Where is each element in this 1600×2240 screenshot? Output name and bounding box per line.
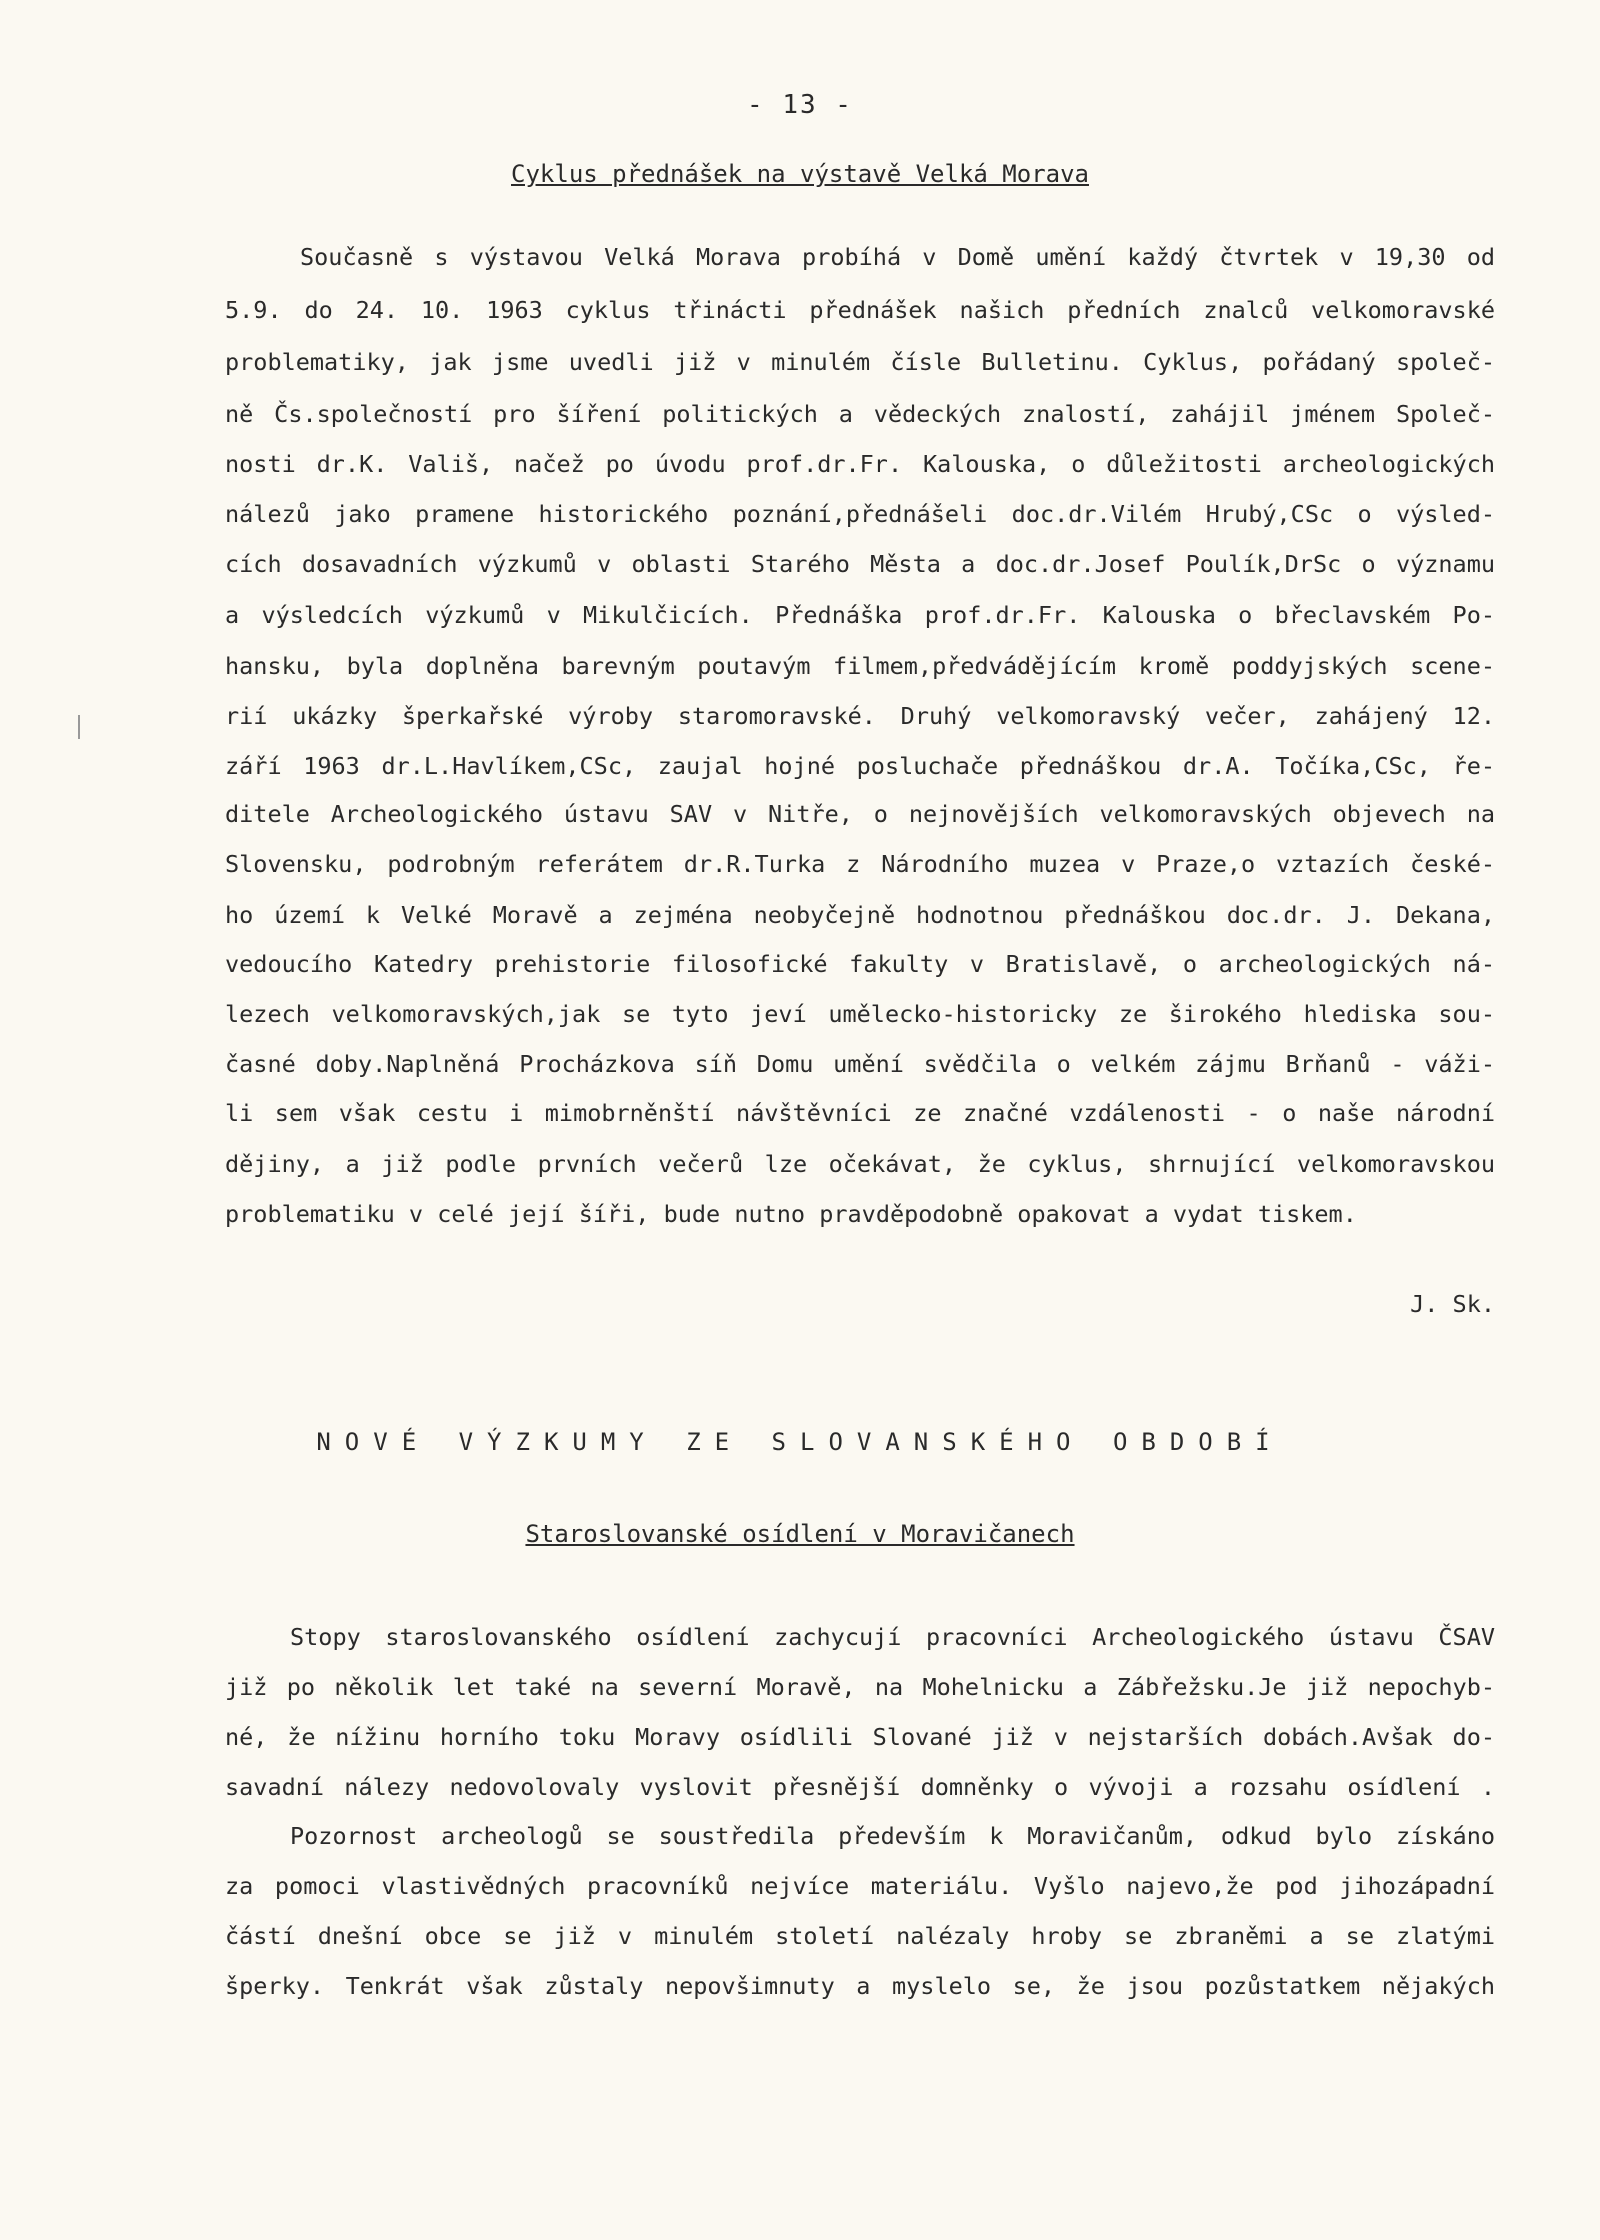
- paragraph-line: problematiku v celé její šíři, bude nutno pravděpodobně opakovat a vydat tiskem.: [225, 1200, 1357, 1228]
- paragraph-line: rií ukázky šperkařské výroby staromoravské. Druhý velkomoravský večer, zahájený 12.: [225, 702, 1495, 730]
- paragraph-line: li sem však cestu i mimobrněnští návštěvníci ze značné vzdálenosti - o naše národní: [225, 1099, 1495, 1127]
- paragraph-line: cích dosavadních výzkumů v oblasti Starého Města a doc.dr.Josef Poulík,DrSc o významu: [225, 550, 1495, 578]
- paragraph-line: nosti dr.K. Vališ, načež po úvodu prof.dr.Fr. Kalouska, o důležitosti archeologických: [225, 450, 1495, 478]
- author-signature: J. Sk.: [1410, 1290, 1495, 1318]
- paragraph-line: šperky. Tenkrát však zůstaly nepovšimnuty a myslelo se, že jsou pozůstatkem nějakých: [225, 1972, 1495, 2000]
- paragraph-line: a výsledcích výzkumů v Mikulčicích. Přednáška prof.dr.Fr. Kalouska o břeclavském Po-: [225, 601, 1495, 629]
- paragraph-line: savadní nálezy nedovolovaly vyslovit přesnější domněnky o vývoji a rozsahu osídlení .: [225, 1773, 1495, 1801]
- paragraph-line: ho území k Velké Moravě a zejména neobyčejně hodnotnou přednáškou doc.dr. J. Dekana,: [225, 901, 1495, 929]
- paragraph-line: září 1963 dr.L.Havlíkem,CSc, zaujal hojné posluchače přednáškou dr.A. Točíka,CSc, ře-: [225, 752, 1495, 780]
- page-number: - 13 -: [747, 90, 853, 120]
- paragraph-line: problematiky, jak jsme uvedli již v minulém čísle Bulletinu. Cyklus, pořádaný společ-: [225, 348, 1495, 376]
- paragraph-line: nálezů jako pramene historického poznání,přednášeli doc.dr.Vilém Hrubý,CSc o výsled-: [225, 500, 1495, 528]
- paragraph-line: již po několik let také na severní Moravě, na Mohelnicku a Zábřežsku.Je již nepochyb-: [225, 1673, 1495, 1701]
- paragraph-line: lezech velkomoravských,jak se tyto jeví umělecko-historicky ze širokého hlediska sou-: [225, 1000, 1495, 1028]
- paragraph-line: Pozornost archeologů se soustředila především k Moravičanům, odkud bylo získáno: [290, 1822, 1495, 1850]
- paragraph-line: 5.9. do 24. 10. 1963 cyklus třinácti přednášek našich předních znalců velkomoravské: [225, 296, 1495, 324]
- paragraph-line: vedoucího Katedry prehistorie filosofické fakulty v Bratislavě, o archeologických ná-: [225, 950, 1495, 978]
- paragraph-line: ně Čs.společností pro šíření politických a vědeckých znalostí, zahájil jménem Společ-: [225, 400, 1495, 428]
- article-title: Cyklus přednášek na výstavě Velká Morava: [511, 160, 1089, 188]
- margin-mark: [78, 715, 80, 739]
- paragraph-line: Současně s výstavou Velká Morava probíhá v Domě umění každý čtvrtek v 19,30 od: [300, 243, 1495, 271]
- paragraph-line: částí dnešní obce se již v minulém století nalézaly hroby se zbraněmi a se zlatými: [225, 1922, 1495, 1950]
- paragraph-line: časné doby.Naplněná Procházkova síň Domu umění svědčila o velkém zájmu Brňanů - váži-: [225, 1050, 1495, 1078]
- paragraph-line: za pomoci vlastivědných pracovníků nejvíce materiálu. Vyšlo najevo,že pod jihozápadní: [225, 1872, 1495, 1900]
- paragraph-line: ditele Archeologického ústavu SAV v Nitře, o nejnovějších velkomoravských objevech na: [225, 800, 1495, 828]
- paragraph-line: Stopy staroslovanského osídlení zachycují pracovníci Archeologického ústavu ČSAV: [290, 1623, 1495, 1651]
- article-title: Staroslovanské osídlení v Moravičanech: [525, 1520, 1075, 1548]
- section-heading: NOVÉ VÝZKUMY ZE SLOVANSKÉHO OBDOBÍ: [316, 1428, 1284, 1456]
- paragraph-line: hansku, byla doplněna barevným poutavým filmem,předvádějícím kromě poddyjských scene-: [225, 652, 1495, 680]
- paragraph-line: né, že nížinu horního toku Moravy osídlili Slované již v nejstarších dobách.Avšak do-: [225, 1723, 1495, 1751]
- paragraph-line: Slovensku, podrobným referátem dr.R.Turka z Národního muzea v Praze,o vztazích české-: [225, 850, 1495, 878]
- paragraph-line: dějiny, a již podle prvních večerů lze očekávat, že cyklus, shrnující velkomoravskou: [225, 1150, 1495, 1178]
